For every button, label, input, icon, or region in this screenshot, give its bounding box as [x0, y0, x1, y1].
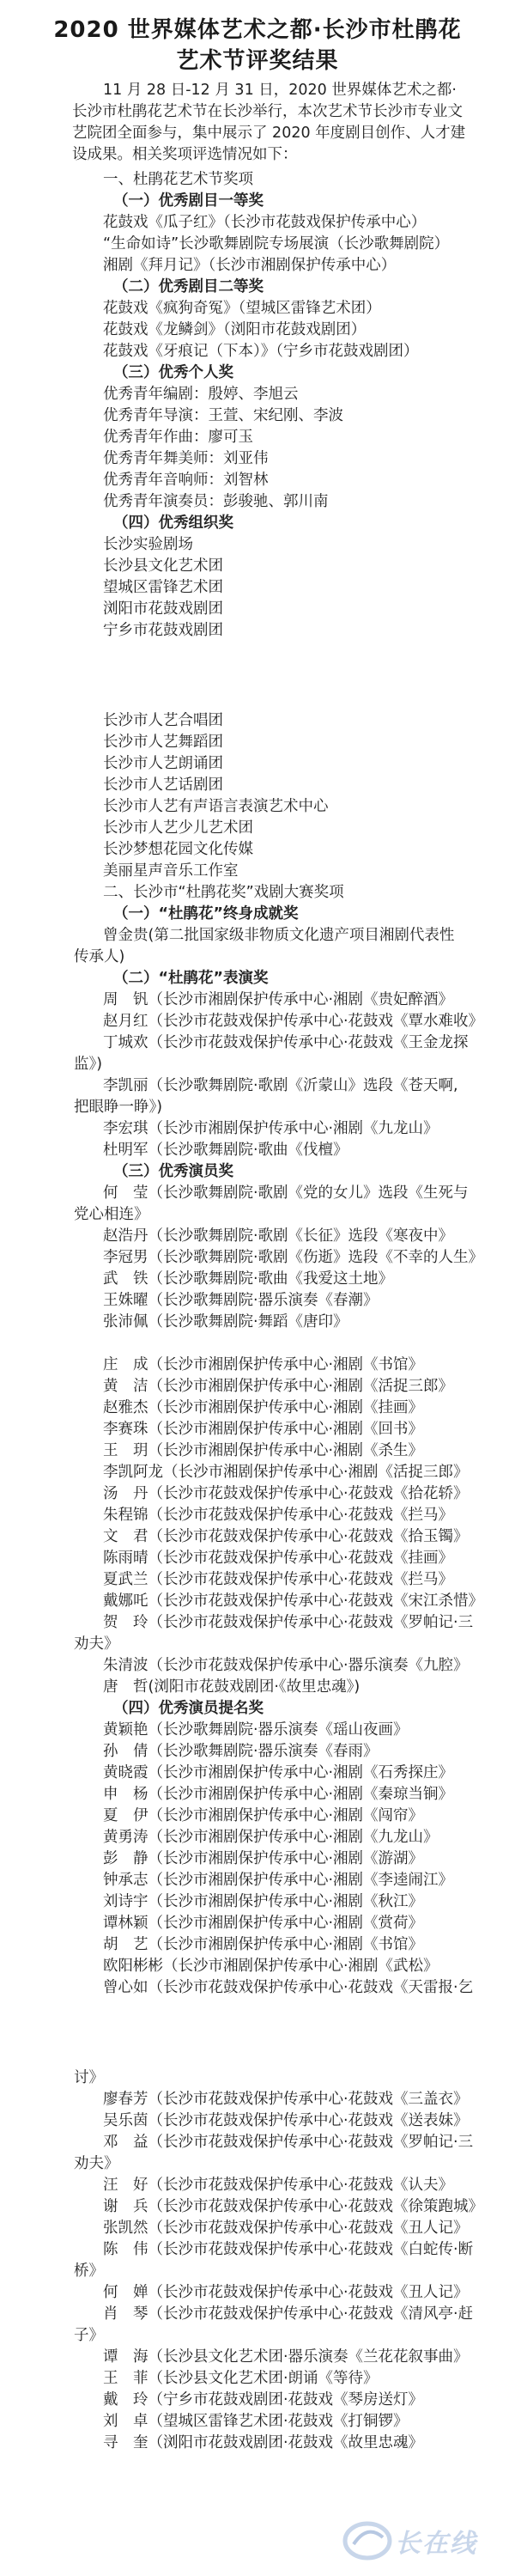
text-line: 赵月红（长沙市花鼓戏保护传承中心·花鼓戏《覃水难收》 — [103, 1013, 484, 1030]
text-line: 刘 卓（望城区雷锋艺术团·花鼓戏《打铜锣》 — [103, 2413, 409, 2430]
text-line: 丁城欢（长沙市花鼓戏保护传承中心·花鼓戏《王金龙探 — [103, 1034, 469, 1051]
text-line: 赵雅杰（长沙市湘剧保护传承中心·湘剧《挂画》 — [103, 1399, 424, 1416]
watermark-text: 长在线 — [395, 2529, 477, 2559]
text-line: 把眼睁一睁》) — [74, 1099, 163, 1116]
section-heading: （一）“杜鹃花”终身成就奖 — [113, 905, 299, 923]
text-line: 曾心如（长沙市花鼓戏保护传承中心·花鼓戏《天雷报·乞 — [103, 1979, 474, 1996]
text-line: 李凯丽（长沙歌舞剧院·歌剧《沂蒙山》选段《苍天啊, — [103, 1077, 458, 1094]
text-line: 一、杜鹃花艺术节奖项 — [103, 171, 253, 188]
text-line: “生命如诗”长沙歌舞剧院专场展演（长沙歌舞剧院） — [103, 235, 450, 253]
section-heading: （二）“杜鹃花”表演奖 — [113, 970, 269, 987]
section-heading: （二）优秀剧目二等奖 — [113, 278, 264, 295]
text-line: 庄 成（长沙市湘剧保护传承中心·湘剧《书馆》 — [103, 1356, 424, 1373]
text-line: 钟承志（长沙市湘剧保护传承中心·湘剧《李逵闹江》 — [103, 1872, 454, 1889]
text-line: 黄勇涛（长沙市湘剧保护传承中心·湘剧《九龙山》 — [103, 1829, 439, 1846]
text-line: 何 婵（长沙市花鼓戏保护传承中心·花鼓戏《丑人记》 — [103, 2284, 469, 2301]
text-line: 汤 丹（长沙市花鼓戏保护传承中心·花鼓戏《拾花轿》 — [103, 1485, 469, 1502]
text-line: 武 铁（长沙歌舞剧院·歌曲《我爱这土地》 — [103, 1270, 394, 1288]
section-heading: （三）优秀个人奖 — [113, 364, 233, 381]
text-line: 王 菲（长沙县文化艺术团·朗诵《等待》 — [103, 2370, 379, 2387]
text-line: 湘剧《拜月记》（长沙市湘剧保护传承中心） — [103, 257, 397, 274]
text-line: 劝夫》 — [74, 2155, 119, 2172]
text-line: 李赛珠（长沙市湘剧保护传承中心·湘剧《回书》 — [103, 1421, 424, 1438]
text-line: 唐 哲(浏阳市花鼓戏剧团·《故里忠魂》) — [103, 1678, 360, 1696]
text-line: 寻 奎（浏阳市花鼓戏剧团·花鼓戏《故里忠魂》 — [103, 2434, 424, 2451]
text-line: 长沙市人艺舞蹈团 — [103, 734, 223, 751]
text-line: 吴乐茵（长沙市花鼓戏保护传承中心·花鼓戏《送表妹》 — [103, 2112, 469, 2129]
text-line: 朱程锦（长沙市花鼓戏保护传承中心·花鼓戏《拦马》 — [103, 1507, 454, 1524]
text-line: 肖 琴（长沙市花鼓戏保护传承中心·花鼓戏《清风亭·赶 — [103, 2305, 474, 2323]
text-line: 二、长沙市“杜鹃花奖”戏剧大赛奖项 — [103, 884, 344, 901]
text-line: 何 莹（长沙歌舞剧院·歌剧《党的女儿》选段《生死与 — [103, 1184, 469, 1202]
text-line: 陈雨晴（长沙市花鼓戏保护传承中心·花鼓戏《挂画》 — [103, 1550, 454, 1567]
text-line: 杜明军（长沙歌舞剧院·歌曲《伐檀》 — [103, 1142, 348, 1159]
watermark-logo — [342, 2515, 505, 2567]
text-line: 谢 兵（长沙市花鼓戏保护传承中心·花鼓戏《徐策跑城》 — [103, 2198, 484, 2215]
section-heading: （一）优秀剧目一等奖 — [113, 192, 264, 210]
text-line: 长沙实验剧场 — [103, 536, 193, 553]
text-line: 望城区雷锋艺术团 — [103, 579, 223, 596]
text-line: 夏武兰（长沙市花鼓戏保护传承中心·花鼓戏《拦马》 — [103, 1571, 454, 1588]
text-line: 黄颖艳（长沙歌舞剧院·器乐演奏《瑶山夜画》 — [103, 1721, 409, 1739]
text-line: 胡 艺（长沙市湘剧保护传承中心·湘剧《书馆》 — [103, 1936, 424, 1953]
text-line: 欧阳彬彬（长沙市湘剧保护传承中心·湘剧《武松》 — [103, 1958, 439, 1975]
section-heading: （四）优秀演员提名奖 — [113, 1700, 264, 1717]
text-line: 汪 好（长沙市花鼓戏保护传承中心·花鼓戏《认夫》 — [103, 2177, 454, 2194]
text-line: 黄 洁（长沙市湘剧保护传承中心·湘剧《活捉三郎》 — [103, 1378, 454, 1395]
text-line: 桥》 — [74, 2262, 104, 2280]
text-line: 优秀青年音响师：刘智林 — [103, 472, 269, 489]
text-line: 孙 倩（长沙歌舞剧院·器乐演奏《春雨》 — [103, 1743, 379, 1760]
text-line: 长沙市人艺少儿艺术团 — [103, 819, 253, 837]
text-line: 优秀青年作曲：廖可玉 — [103, 429, 253, 446]
text-line: 谭林颖（长沙市湘剧保护传承中心·湘剧《赏荷》 — [103, 1915, 424, 1932]
section-heading: （三）优秀演员奖 — [113, 1163, 233, 1180]
section-heading: （四）优秀组织奖 — [113, 515, 233, 532]
text-line: 赵浩丹（长沙歌舞剧院·歌剧《长征》选段《寒夜中》 — [103, 1227, 454, 1245]
text-line: 谭 海（长沙县文化艺术团·器乐演奏《兰花花叙事曲》 — [103, 2348, 469, 2366]
text-line: 王姝曜（长沙歌舞剧院·器乐演奏《春潮》 — [103, 1292, 379, 1309]
text-line: 夏 伊（长沙市湘剧保护传承中心·湘剧《闯帘》 — [103, 1807, 424, 1824]
text-line: 戴 玲（宁乡市花鼓戏剧团·花鼓戏《琴房送灯》 — [103, 2391, 424, 2409]
text-line: 黄晓霞（长沙市湘剧保护传承中心·湘剧《石秀探庄》 — [103, 1764, 454, 1781]
text-line: 传承人) — [74, 948, 125, 965]
page-title: 2020 世界媒体艺术之都·长沙市杜鹃花 — [53, 17, 462, 43]
text-line: 文 君（长沙市花鼓戏保护传承中心·花鼓戏《拾玉镯》 — [103, 1528, 469, 1545]
text-line: 邓 益（长沙市花鼓戏保护传承中心·花鼓戏《罗帕记·三 — [103, 2134, 474, 2151]
text-line: 张凯然（长沙市花鼓戏保护传承中心·花鼓戏《丑人记》 — [103, 2220, 469, 2237]
text-line: 优秀青年编剧：殷婷、李旭云 — [103, 386, 299, 403]
text-line: 劝夫》 — [74, 1635, 119, 1653]
text-line: 李凯阿龙（长沙市湘剧保护传承中心·湘剧《活捉三郎》 — [103, 1464, 469, 1481]
text-line: 曾金贵(第二批国家级非物质文化遗产项目湘剧代表性 — [103, 927, 455, 944]
text-line: 王 玥（长沙市湘剧保护传承中心·湘剧《杀生》 — [103, 1442, 424, 1459]
page-subtitle: 艺术节评奖结果 — [176, 48, 339, 74]
text-line: 长沙市人艺合唱团 — [103, 712, 223, 729]
intro-paragraph: 11 月 28 日-12 月 31 日，2020 世界媒体艺术之都·长沙市杜鹃花艺术节在长沙举行，本次艺术节长沙市专业文艺院团全面参与，集中展示了 2020 年度剧目创作、人才建设成果。相关奖项评选情况如下： — [72, 82, 466, 163]
text-line: 讨》 — [74, 2069, 104, 2086]
text-line: 花鼓戏《牙痕记（下本）》（宁乡市花鼓戏剧团） — [103, 343, 419, 360]
text-line: 周 钒（长沙市湘剧保护传承中心·湘剧《贵妃醉酒》 — [103, 991, 454, 1008]
text-line: 长沙梦想花园文化传媒 — [103, 841, 253, 858]
text-line: 监》) — [74, 1056, 103, 1073]
text-line: 优秀青年演奏员：彭骏驰、郭川南 — [103, 493, 329, 510]
text-line: 子》 — [74, 2327, 104, 2344]
text-line: 贺 玲（长沙市花鼓戏保护传承中心·花鼓戏《罗帕记·三 — [103, 1614, 474, 1631]
text-line: 朱清波（长沙市花鼓戏保护传承中心·器乐演奏《九腔》 — [103, 1657, 469, 1674]
text-line: 长沙市人艺朗诵团 — [103, 755, 223, 772]
text-line: 长沙市人艺有声语言表演艺术中心 — [103, 798, 329, 815]
text-line: 廖春芳（长沙市花鼓戏保护传承中心·花鼓戏《三盖衣》 — [103, 2091, 469, 2108]
text-line: 优秀青年导演：王萱、宋纪刚、李波 — [103, 407, 343, 424]
text-line: 李冠男（长沙歌舞剧院·歌剧《伤逝》选段《不幸的人生》 — [103, 1249, 484, 1266]
text-line: 党心相连》 — [74, 1206, 149, 1223]
text-line: 宁乡市花鼓戏剧团 — [103, 622, 223, 639]
text-line: 张沛佩（长沙歌舞剧院·舞蹈《唐印》 — [103, 1313, 348, 1331]
text-line: 戴娜吒（长沙市花鼓戏保护传承中心·花鼓戏《宋江杀惜》 — [103, 1592, 484, 1610]
text-line: 长沙市人艺话剧团 — [103, 776, 223, 794]
text-line: 花鼓戏《龙鳞剑》（浏阳市花鼓戏剧团） — [103, 321, 367, 338]
text-line: 浏阳市花鼓戏剧团 — [103, 600, 223, 618]
text-line: 陈 伟（长沙市花鼓戏保护传承中心·花鼓戏《白蛇传·断 — [103, 2241, 474, 2258]
text-line: 李宏琪（长沙市湘剧保护传承中心·湘剧《九龙山》 — [103, 1120, 439, 1137]
watermark-icon — [342, 2515, 402, 2567]
text-line: 申 杨（长沙市湘剧保护传承中心·湘剧《秦琼当锏》 — [103, 1786, 454, 1803]
text-line: 花鼓戏《瓜子红》（长沙市花鼓戏保护传承中心） — [103, 214, 427, 231]
text-line: 美丽星声音乐工作室 — [103, 862, 239, 880]
text-line: 长沙县文化艺术团 — [103, 557, 223, 575]
text-line: 刘诗宇（长沙市湘剧保护传承中心·湘剧《秋江》 — [103, 1893, 424, 1910]
text-line: 彭 静（长沙市湘剧保护传承中心·湘剧《游湖》 — [103, 1850, 424, 1867]
text-line: 优秀青年舞美师：刘亚伟 — [103, 450, 269, 467]
text-line: 花鼓戏《疯狗奇冤》（望城区雷锋艺术团） — [103, 300, 381, 317]
